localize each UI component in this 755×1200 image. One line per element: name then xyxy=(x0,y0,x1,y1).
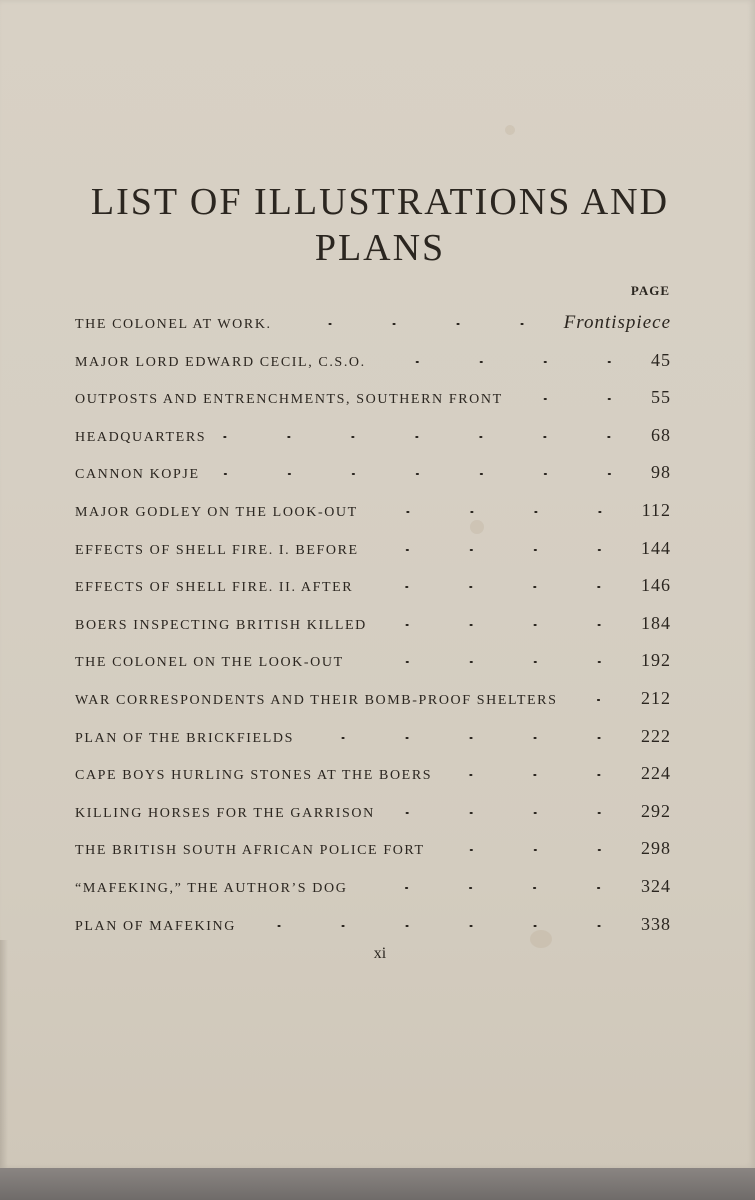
dot-leader xyxy=(354,661,631,663)
list-item-label: KILLING HORSES FOR THE GARRISON xyxy=(75,805,375,821)
list-item xyxy=(75,613,671,637)
dot-leader xyxy=(363,586,631,588)
list-item-page: 55 xyxy=(651,387,671,408)
dot-leader xyxy=(369,549,631,551)
list-item xyxy=(75,838,671,862)
list-item-page: 324 xyxy=(641,876,671,896)
background-edge xyxy=(0,1168,755,1200)
dot-leader xyxy=(368,511,632,513)
list-item xyxy=(75,726,671,750)
dot-leader xyxy=(435,849,631,851)
page-number: xi xyxy=(373,945,387,962)
list-item-page: 112 xyxy=(641,500,671,520)
page-column-heading: PAGE xyxy=(630,283,670,298)
dot-leader xyxy=(377,624,631,626)
list-item-label: “MAFEKING,” THE AUTHOR’S DOG xyxy=(75,881,348,896)
paper-stain xyxy=(505,125,515,135)
list-item-label: EFFECTS OF SHELL FIRE. II. AFTER xyxy=(75,580,354,596)
list-item-page: Frontispiece xyxy=(563,312,671,333)
list-item-label: THE COLONEL ON THE LOOK-OUT xyxy=(75,655,344,671)
dot-leader xyxy=(357,887,631,889)
dot-leader xyxy=(376,361,641,363)
list-item-page: 45 xyxy=(651,349,671,370)
dot-leader xyxy=(282,323,554,325)
list-item-page: 222 xyxy=(641,725,671,746)
list-item-label: WAR CORRESPONDENTS AND THEIR BOMB-PROOF SHELTERS xyxy=(75,693,558,708)
list-item-label: CAPE BOYS HURLING STONES AT THE BOERS xyxy=(75,768,433,784)
list-item xyxy=(75,688,671,712)
list-item-label: CANNON KOPJE xyxy=(75,467,200,483)
list-item xyxy=(75,538,671,562)
list-item-label: BOERS INSPECTING BRITISH KILLED xyxy=(75,617,367,633)
dot-leader xyxy=(210,473,641,475)
list-item xyxy=(75,763,671,787)
page-spine-shadow xyxy=(0,940,8,1168)
list-item-label: MAJOR LORD EDWARD CECIL, C.S.O. xyxy=(75,354,366,370)
list-item xyxy=(75,914,671,938)
list-item xyxy=(75,312,671,336)
dot-leader xyxy=(567,699,631,701)
list-item xyxy=(75,801,671,825)
list-item-label: OUTPOSTS AND ENTRENCHMENTS, SOUTHERN FRONT xyxy=(75,392,503,408)
list-item xyxy=(75,387,671,411)
list-item-page: 292 xyxy=(641,800,671,821)
list-item-page: 98 xyxy=(651,462,671,483)
dot-leader xyxy=(513,398,641,400)
page-title-line-2: PLANS xyxy=(314,227,446,269)
list-item-page: 68 xyxy=(651,424,671,445)
list-item xyxy=(75,425,671,449)
list-item xyxy=(75,575,671,599)
dot-leader xyxy=(442,774,631,776)
list-item-page: 184 xyxy=(641,612,671,633)
list-item xyxy=(75,650,671,674)
list-item xyxy=(75,462,671,486)
list-item-label: EFFECTS OF SHELL FIRE. I. BEFORE xyxy=(75,542,359,558)
page-title-line-1: LIST OF ILLUSTRATIONS AND xyxy=(90,181,670,223)
list-item-page: 298 xyxy=(641,838,671,859)
list-item-label: THE COLONEL AT WORK. xyxy=(75,317,272,332)
list-item-label: THE BRITISH SOUTH AFRICAN POLICE FORT xyxy=(75,843,425,859)
dot-leader xyxy=(246,925,631,927)
dot-leader xyxy=(216,436,641,438)
list-item-label: MAJOR GODLEY ON THE LOOK-OUT xyxy=(75,505,358,520)
dot-leader xyxy=(304,737,631,739)
list-item xyxy=(75,876,671,900)
list-item-label: PLAN OF MAFEKING xyxy=(75,918,236,934)
list-item-page: 146 xyxy=(641,575,671,596)
list-item xyxy=(75,500,671,524)
list-item-label: HEADQUARTERS xyxy=(75,429,207,445)
list-item-page: 212 xyxy=(641,688,671,708)
list-item-label: PLAN OF THE BRICKFIELDS xyxy=(75,730,294,746)
dot-leader xyxy=(385,812,631,814)
list-item xyxy=(75,350,671,374)
list-item-page: 224 xyxy=(641,763,671,784)
list-item-page: 192 xyxy=(641,650,671,671)
list-item-page: 338 xyxy=(641,913,671,934)
list-item-page: 144 xyxy=(641,537,671,558)
